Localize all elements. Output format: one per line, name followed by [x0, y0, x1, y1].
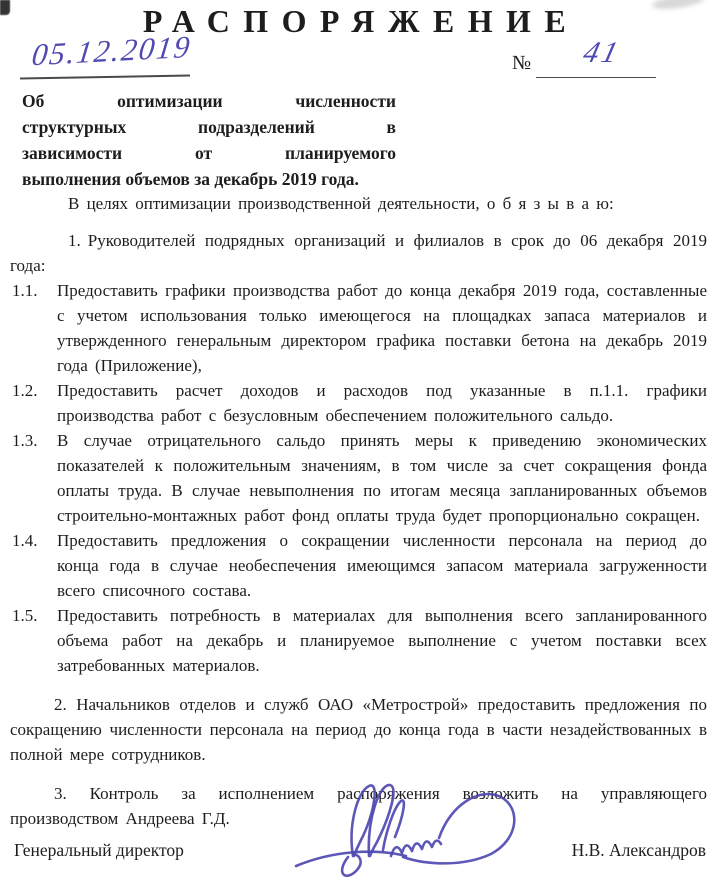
subject-block	[22, 88, 396, 192]
order-item-1-3	[10, 428, 707, 528]
number-underline	[536, 77, 656, 78]
item-number: 1.5.	[12, 606, 38, 625]
handwritten-date: 05.12.2019	[30, 28, 194, 73]
item-text: Руководителей подрядных организаций и филиалов в срок до 06 декабря 2019 года:	[10, 231, 707, 275]
order-item-1-1	[10, 278, 707, 378]
paragraph-3: 3. Контроль за исполнением распоряжения возложить на управляющего производством Андреева Г.Д.	[10, 784, 707, 828]
subject-line: структурных подразделений в	[22, 117, 396, 137]
signer-position: Генеральный директор	[14, 840, 184, 860]
subject-line: Об оптимизации численности	[22, 91, 396, 111]
item-text: Предоставить предложения о сокращении численности персонала на период до конца года в случае необеспечения имеющимся запасом материала загруженности всего списочного состава.	[57, 531, 707, 600]
signer-name: Н.В. Александров	[571, 840, 706, 860]
document-body	[10, 191, 707, 831]
item-number: 1.1.	[12, 281, 38, 300]
date-underline	[20, 75, 190, 80]
item-number: 1.	[68, 231, 81, 250]
item-text: Предоставить графики производства работ до конца декабря 2019 года, составленные с учетом использования только имеющегося на площадках запаса материалов и утвержденного генеральным директором графика поставки бетона на декабрь 2019 года (Приложение),	[57, 281, 707, 375]
order-item-1-2	[10, 378, 707, 428]
item-text: В случае отрицательного сальдо принять меры к приведению экономических показателей к положительным значениям, в том числе за счет сокращения фонда оплаты труда. В случае невыполнения по итогам месяца запланированных объемов строительно-монтажных работ фонд оплаты труда будет пропорционально сокращен.	[57, 431, 707, 525]
item-number: 1.4.	[12, 531, 38, 550]
item-number: 1.2.	[12, 381, 38, 400]
subject-line: зависимости от планируемого	[22, 143, 396, 163]
intro-paragraph: В целях оптимизации производственной деятельности, о б я з ы в а ю:	[68, 194, 614, 213]
order-item-1-4	[10, 528, 707, 603]
item-number: 1.3.	[12, 431, 38, 450]
order-item-1-5	[10, 603, 707, 678]
signature-handwriting	[290, 776, 525, 882]
paragraph-2: 2. Начальников отделов и служб ОАО «Метрострой» предоставить предложения по сокращению численности персонала на период до конца года в части незадействованных в полной мере сотрудников.	[10, 695, 707, 764]
order-item-1	[10, 228, 707, 278]
subject-line: выполнения объемов за декабрь 2019 года.	[22, 169, 359, 189]
item-text: Предоставить потребность в материалах для выполнения всего запланированного объема работ на декабрь и планируемое выполнение с учетом поставки всех затребованных материалов.	[57, 606, 707, 675]
item-text: Предоставить расчет доходов и расходов под указанные в п.1.1. графики производства работ с безусловным обеспечением положительного сальдо.	[57, 381, 707, 425]
handwritten-number: 41	[580, 36, 625, 69]
number-label: №	[512, 52, 532, 74]
document-title: РАСПОРЯЖЕНИЕ	[142, 3, 580, 39]
